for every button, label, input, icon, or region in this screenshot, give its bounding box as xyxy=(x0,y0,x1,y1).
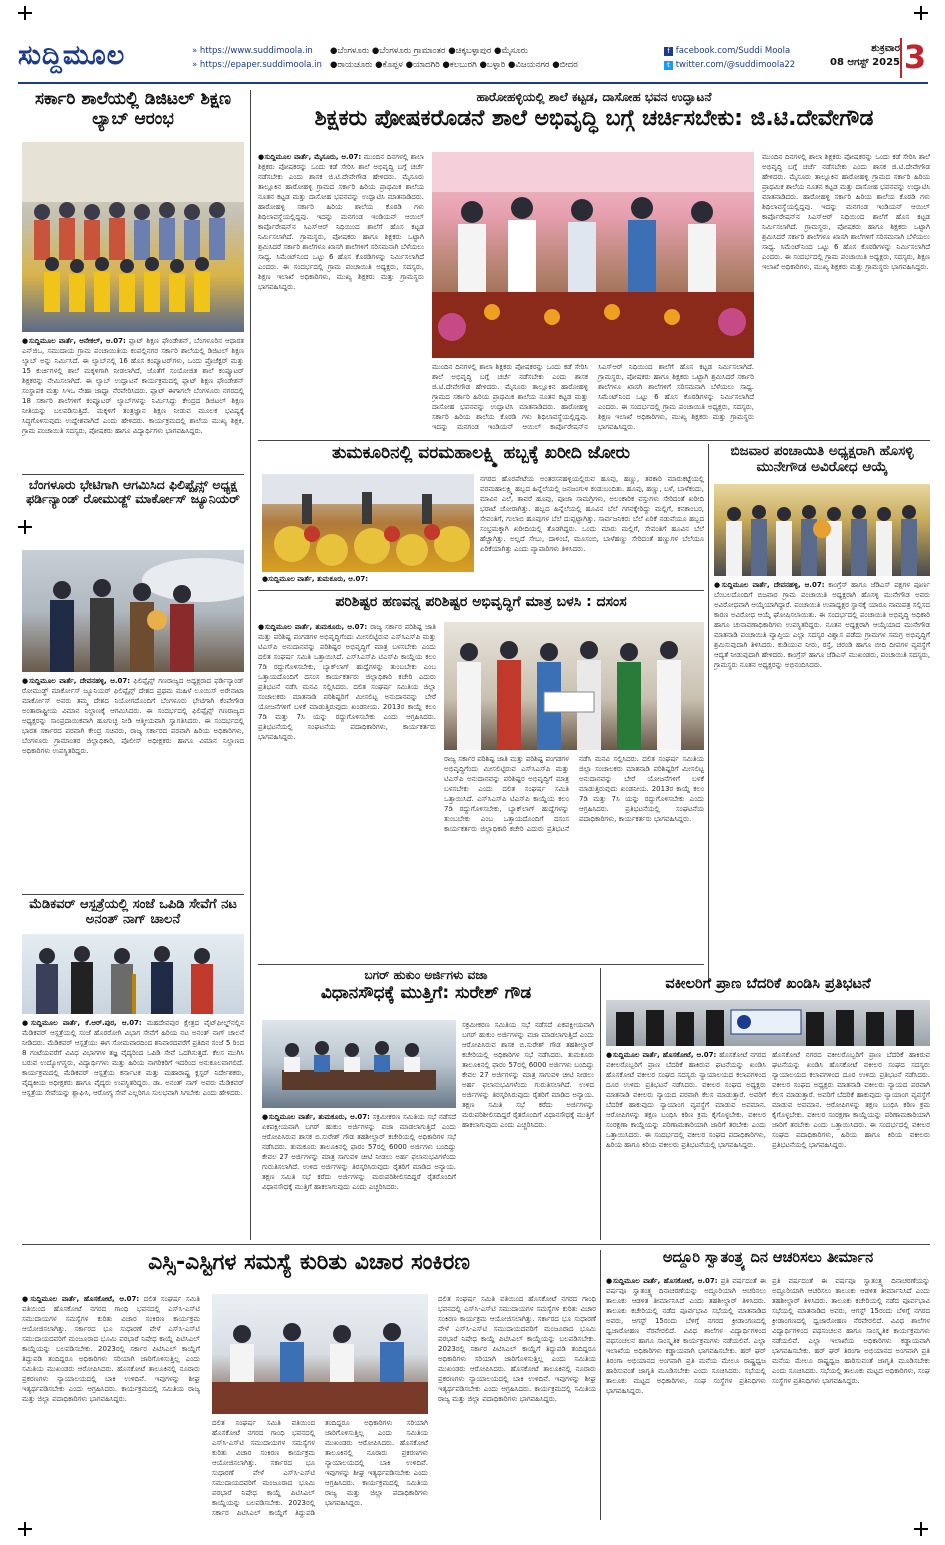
column-rule xyxy=(250,90,251,1240)
article-school-development xyxy=(258,90,930,436)
body-text: ಪ್ಲಾಟ್ ಶಿಕ್ಷಣ ಫೌಂಡೇಶನ್, ಬೆಂಗಳೂರಿನ ಆಧಾರತ ಎನ್‌ಜಿಒ, ಸಮುದಾಯ ಗ್ರಾಮ ಪಂಚಾಯಿತಿಯ ಕಂಪಲ್ಲಿನಗರ ಸರ್ಕಾರಿ ಶಾಲೆಯಲ್ಲಿ ಡಿಜಿಟಲ್ ಶಿಕ್ಷಣ ಲ್ಯಾಬ್ ಅನ್ನು ನಿರ್ಮಿಸಿದೆ. ಈ ಲ್ಯಾಬ್‌ನಲ್ಲಿ 16 ಹೊಸ ಕಂಪ್ಯೂಟರ್‌ಗಳು, ಒಂದು ಪ್ರೊಜೆಕ್ಟರ್ ಮತ್ತು 15 ಕುರ್ಚಿಗಳಲ್ಲಿ ಶಾಲೆ ಮಕ್ಕಳಿಗಾಗಿ ನೀಡಲಾಗಿದೆ, ಜೊತೆಗೆ ಸಂಯೋಜಿತ ಶಾಲೆ ಕಂಪ್ಯೂಟರ್ ಶಿಕ್ಷಕರನ್ನು ನೇಮಿಸಲಾಗಿದೆ. ಈ ಲ್ಯಾಬ್ ಉದ್ಘಾಟನೆ ಕಾರ್ಯಕ್ರಮದಲ್ಲಿ ಪ್ಲಾಟ್ ಶಿಕ್ಷಣ ಫೌಂಡೇಶನ್ ಸಂಸ್ಥಾಪಕ ಮತ್ತು ಸಿಇಒ ನೇಹಾ ಜಾಧ್ವಾ ನೆರವೇರಿಸಿದರು. ಪ್ಲಾಟ್ ಈಗಾಗಲೇ ಬೆಂಗಳೂರು ನಗರದಲ್ಲಿ 18 ಸರ್ಕಾರಿ ಶಾಲೆಗಳಿಗೆ ಕಂಪ್ಯೂಟರ್ ಲ್ಯಾಬ್‌ಗಳನ್ನು ನಿರ್ಮಿಸಿದ್ದು ಕೇಂದ್ರದ ಡಿಜಿಟಲ್ ಶಿಕ್ಷಣ ನೀತಿಯನ್ನು ಬಲಪಡಿಸುತ್ತಿದೆ. ಮಕ್ಕಳಿಗೆ ತಂತ್ರಜ್ಞಾನ ಶಿಕ್ಷಣ ನೀಡುವ ಮೂಲಕ ಭವಿಷ್ಯಕ್ಕೆ ಸಿದ್ಧಗೊಳಿಸುವುದು ಉದ್ದೇಶವಾಗಿದೆ ಎಂದು ಹೇಳಿದರು. ಕಾರ್ಯಕ್ರಮದಲ್ಲಿ ಶಾಲೆಯ ಮುಖ್ಯ ಶಿಕ್ಷಕಿ, ಗ್ರಾಮ ಪಂಚಾಯಿತಿ ಸದಸ್ಯರು, ಪೋಷಕರು ಹಾಗೂ ವಿದ್ಯಾರ್ಥಿಗಳು ಭಾಗವಹಿಸಿದ್ದರು. xyxy=(22,337,244,435)
headline[interactable]: ಶಿಕ್ಷಕರು ಪೋಷಕರೊಡನೆ ಶಾಲೆ ಅಭಿವೃದ್ಧಿ ಬಗ್ಗೆ ಚರ್ಚಿಸಬೇಕು: ಜಿ.ಟಿ.ದೇವೇಗೌಡ xyxy=(314,106,874,131)
byline: ●ಸುದ್ದಿಮೂಲ ವಾರ್ತೆ, ಹೊಸಕೋಟೆ, ಆ.07: xyxy=(606,1051,717,1059)
headline[interactable]: ಅದ್ದೂರಿ ಸ್ವಾತಂತ್ರ್ಯ ದಿನ ಆಚರಿಸಲು ತೀರ್ಮಾನ xyxy=(662,1250,874,1266)
masthead xyxy=(0,0,945,86)
divider xyxy=(258,590,704,591)
kicker: ಬಗರ್ ಹುಕುಂ ಅರ್ಜಿಗಳು ವಜಾ xyxy=(364,968,488,982)
article-body xyxy=(22,336,244,470)
body-text: ದಲಿತ ಸಂಘರ್ಷ ಸಮಿತಿ ವತಿಯಿಂದ ಹೊಸಕೋಟೆ ನಗರದ ಗಾಂಧಿ ಭವನದಲ್ಲಿ ಎಸ್‌ಸಿ-ಎಸ್‌ಟಿ ಸಮುದಾಯಗಳ ಸಮಸ್ಯೆಗಳ ಕುರಿತು ವಿಚಾರ ಸಂಕಿರಣ ಕಾರ್ಯಕ್ರಮ ಆಯೋಜಿಸಲಾಗಿತ್ತು. ಸರ್ಕಾರದ ಭೂ ಸುಧಾರಣೆ ವೇಳೆ ಎಸ್‌ಸಿ-ಎಸ್‌ಟಿ ಸಮುದಾಯದವರಿಗೆ ಮಂಜೂರಾದ ಭೂಮಿ ಪರಭಾರೆ ನಿಷೇಧ ಕಾಯ್ದೆ ಪಿಟಿಸಿಎಲ್ ಕಾಯ್ದೆಯನ್ನು ಬಲಪಡಿಸಬೇಕು. 2023ರಲ್ಲಿ ಸರ್ಕಾರ ಪಿಟಿಸಿಎಲ್ ಕಾಯ್ದೆಗೆ ತಿದ್ದುಪಡಿ ತಂದಿದ್ದರೂ ಅಧಿಕಾರಿಗಳು ಸರಿಯಾಗಿ ಜಾರಿಗೊಳಿಸುತ್ತಿಲ್ಲ ಎಂದು ಸಮಿತಿಯ ಮುಖಂಡರು ಆರೋಪಿಸಿದರು. ಹೊಸಕೋಟೆ ತಾಲೂಕಿನಲ್ಲಿ ನೂರಾರು ಪ್ರಕರಣಗಳು ನ್ಯಾಯಾಲಯದಲ್ಲಿ ಬಾಕಿ ಉಳಿದಿವೆ. ಇವುಗಳನ್ನು ಶೀಘ್ರ ಇತ್ಯರ್ಥಪಡಿಸಬೇಕು ಎಂದು ಆಗ್ರಹಿಸಿದರು. ಕಾರ್ಯಕ್ರಮದಲ್ಲಿ ಸಮಿತಿಯ ರಾಜ್ಯ ಮತ್ತು ಜಿಲ್ಲಾ ಪದಾಧಿಕಾರಿಗಳು ಭಾಗವಹಿಸಿದ್ದರು. xyxy=(438,1295,596,1403)
lawyers-protest-photo xyxy=(606,1000,930,1046)
article-philippines-president xyxy=(22,478,244,890)
body-text: ಹೊಸಕೋಟೆ ನಗರದ ವಕೀಲರೊಬ್ಬರಿಗೆ ಪ್ರಾಣ ಬೆದರಿಕೆ ಹಾಕಿರುವ ಘಟನೆಯನ್ನು ಖಂಡಿಸಿ ಹೊಸಕೋಟೆ ವಕೀಲರ ಸಂಘದ ಸದಸ್ಯರು ನ್ಯಾಯಾಲಯದ ಕಲಾಪಗಳಿಂದ ದೂರ ಉಳಿದು ಪ್ರತಿಭಟನೆ ನಡೆಸಿದರು. ವಕೀಲರ ಸಂಘದ ಅಧ್ಯಕ್ಷರು ಮಾತನಾಡಿ ವಕೀಲರು ನ್ಯಾಯದ ಪರವಾಗಿ ಕೆಲಸ ಮಾಡುತ್ತಾರೆ. ಅವರಿಗೆ ಬೆದರಿಕೆ ಹಾಕುವುದು ನ್ಯಾಯಾಂಗ ವ್ಯವಸ್ಥೆಗೆ ಮಾಡುವ ಅವಮಾನ. ಆರೋಪಿಗಳನ್ನು ತಕ್ಷಣ ಬಂಧಿಸಿ ಕಠಿಣ ಕ್ರಮ ಕೈಗೊಳ್ಳಬೇಕು. ವಕೀಲರ ಸಂರಕ್ಷಣಾ ಕಾಯ್ದೆಯನ್ನು ಪರಿಣಾಮಕಾರಿಯಾಗಿ ಜಾರಿಗೆ ತರಬೇಕು ಎಂದು ಒತ್ತಾಯಿಸಿದರು. ಈ ಸಂದರ್ಭದಲ್ಲಿ ವಕೀಲರ ಸಂಘದ ಪದಾಧಿಕಾರಿಗಳು, ಹಿರಿಯ ಹಾಗೂ ಕಿರಿಯ ವಕೀಲರು ಪ್ರತಿಭಟನೆಯಲ್ಲಿ ಭಾಗವಹಿಸಿದ್ದರು. xyxy=(772,1051,930,1149)
body-text: ಮುಂದಿನ ದಿನಗಳಲ್ಲಿ ಶಾಲಾ ಶಿಕ್ಷಕರು ಪೋಷಕರನ್ನು ಒಂದು ಕಡೆ ಸೇರಿಸಿ ಶಾಲೆ ಅಭಿವೃದ್ಧಿ ಬಗ್ಗೆ ಚರ್ಚೆ ನಡೆಸಬೇಕು ಎಂದು ಶಾಸಕ ಜಿ.ಟಿ.ದೇವೇಗೌಡ ಹೇಳಿದರು. ಮೈಸೂರು ತಾಲ್ಲೂಕಿನ ಹಾರೋಹಳ್ಳಿ ಗ್ರಾಮದ ಸರ್ಕಾರಿ ಹಿರಿಯ ಪ್ರಾಥಮಿಕ ಶಾಲೆಯ ನೂತನ ಕಟ್ಟಡ ಮತ್ತು ದಾಸೋಹ ಭವನವನ್ನು ಉದ್ಘಾಟಿಸಿ ಮಾತನಾಡಿದರು. ಹಾರೋಹಳ್ಳಿ ಸರ್ಕಾರಿ ಹಿರಿಯ ಶಾಲೆಯ ಕೊಠಡಿ ಗಳು ಶಿಥಿಲಾವಸ್ಥೆಯಲ್ಲಿದ್ದವು. ಇದನ್ನು ಮನಗಂಡ ಇಂಡಿಯನ್ ಆಯಿಲ್ ಕಾರ್ಪೊರೇಷನ್‌ನ ಸಿಎಸ್‌ಆರ್ ನಿಧಿಯಿಂದ ಶಾಲೆಗೆ ಹೊಸ ಕಟ್ಟಡ ನಿರ್ಮಿಸಲಾಗಿದೆ. ಗ್ರಾಮಸ್ಥರು, ಪೋಷಕರು ಹಾಗೂ ಶಿಕ್ಷಕರು ಒಟ್ಟಾಗಿ ಶ್ರಮಿಸಿದರೆ ಸರ್ಕಾರಿ ಶಾಲೆಗಳೂ ಖಾಸಗಿ ಶಾಲೆಗಳಿಗೆ ಸರಿಸಮನಾಗಿ ಬೆಳೆಯಲು ಸಾಧ್ಯ. ಸಿಮೆಂಟ್‌ನಿಂದ ಒಟ್ಟು 6 ಹೊಸ ಕೊಠಡಿಗಳನ್ನು ನಿರ್ಮಿಸಲಾಗಿದೆ ಎಂದರು. ಈ ಸಂದರ್ಭದಲ್ಲಿ ಗ್ರಾಮ ಪಂಚಾಯಿತಿ ಅಧ್ಯಕ್ಷರು, ಸದಸ್ಯರು, ಶಿಕ್ಷಣ ಇಲಾಖೆ ಅಧಿಕಾರಿಗಳು, ಮುಖ್ಯ ಶಿಕ್ಷಕರು ಮತ್ತು ಗ್ರಾಮಸ್ಥರು ಭಾಗವಹಿಸಿದ್ದರು. xyxy=(762,153,930,271)
body-text: ರಾಜ್ಯ ಸರ್ಕಾರ ಪರಿಶಿಷ್ಟ ಜಾತಿ ಮತ್ತು ಪರಿಶಿಷ್ಟ ಪಂಗಡಗಳ ಅಭಿವೃದ್ಧಿಗೆಂದು ಮೀಸಲಿಟ್ಟಿರುವ ಎಸ್‌ಸಿಎಸ್‌ಪಿ ಮತ್ತು ಟಿಎಸ್‌ಪಿ ಅನುದಾನವನ್ನು ಪರಿಶಿಷ್ಟರ ಅಭಿವೃದ್ಧಿಗೆ ಮಾತ್ರ ಬಳಸಬೇಕು ಎಂದು ದಲಿತ ಸಂಘರ್ಷ ಸಮಿತಿ ಒತ್ತಾಯಿಸಿದೆ. ಎಸ್‌ಸಿಎಸ್‌ಪಿ ಟಿಎಸ್‌ಪಿ ಕಾಯ್ದೆಯ ಕಲಂ 7ಡಿ ರದ್ದುಗೊಳಿಸಬೇಕು, ಬ್ಯಾಕ್‌ಲಾಗ್ ಹುದ್ದೆಗಳನ್ನು ತುಂಬಬೇಕು ಎಂಬ ಒತ್ತಾಯದೊಂದಿಗೆ ದಸಂಸ ಕಾರ್ಯಕರ್ತರು ಜಿಲ್ಲಾಧಿಕಾರಿ ಕಚೇರಿ ಎದುರು ಪ್ರತಿಭಟನೆ ನಡೆಸಿ ಮನವಿ ಸಲ್ಲಿಸಿದರು. ದಲಿತ ಸಂಘರ್ಷ ಸಮಿತಿಯ ಜಿಲ್ಲಾ ಸಂಚಾಲಕರು ಮಾತನಾಡಿ ಪರಿಶಿಷ್ಟರಿಗೆ ಮೀಸಲಿಟ್ಟ ಅನುದಾನವನ್ನು ಬೇರೆ ಯೋಜನೆಗಳಿಗೆ ಬಳಕೆ ಮಾಡುತ್ತಿರುವುದು ಖಂಡನೀಯ. 2013ರ ಕಾಯ್ದೆ ಕಲಂ 7ಡಿ ಮತ್ತು 7ಸಿ ಯನ್ನು ರದ್ದುಗೊಳಿಸಬೇಕು ಎಂದು ಆಗ್ರಹಿಸಿದರು. ಪ್ರತಿಭಟನೆಯಲ್ಲಿ ಸಂಘಟನೆಯ ಪದಾಧಿಕಾರಿಗಳು, ಕಾರ್ಯಕರ್ತರು ಭಾಗವಹಿಸಿದ್ದರು. xyxy=(444,755,704,833)
headline[interactable]: ಬೆಂಗಳೂರು ಭೇಟಿಗಾಗಿ ಆಗಮಿಸಿದ ಫಿಲಿಪ್ಪೈನ್ಸ್ ಅಧ್ಯಕ್ಷ ಫರ್ಡಿನ್ಯಾಂಡ್ ರೋಮುಡ್ಜ್ ಮಾರ್ಕೋಸ್ ಜ್ಯೂನಿಯರ್ xyxy=(26,477,240,507)
byline: ●ಸುದ್ದಿಮೂಲ ವಾರ್ತೆ, ಹೊಸಕೋಟೆ, ಆ.07: xyxy=(606,1277,718,1285)
article-body xyxy=(258,152,424,436)
headline[interactable]: ವಕೀಲರಿಗೆ ಪ್ರಾಣ ಬೆದರಿಕೆ ಖಂಡಿಸಿ ಪ್ರತಿಭಟನೆ xyxy=(665,976,871,992)
article-body-cont xyxy=(438,1294,596,1520)
body-text: ರಾಜ್ಯ ಸರ್ಕಾರ ಪರಿಶಿಷ್ಟ ಜಾತಿ ಮತ್ತು ಪರಿಶಿಷ್ಟ ಪಂಗಡಗಳ ಅಭಿವೃದ್ಧಿಗೆಂದು ಮೀಸಲಿಟ್ಟಿರುವ ಎಸ್‌ಸಿಎಸ್‌ಪಿ ಮತ್ತು ಟಿಎಸ್‌ಪಿ ಅನುದಾನವನ್ನು ಪರಿಶಿಷ್ಟರ ಅಭಿವೃದ್ಧಿಗೆ ಮಾತ್ರ ಬಳಸಬೇಕು ಎಂದು ದಲಿತ ಸಂಘರ್ಷ ಸಮಿತಿ ಒತ್ತಾಯಿಸಿದೆ. ಎಸ್‌ಸಿಎಸ್‌ಪಿ ಟಿಎಸ್‌ಪಿ ಕಾಯ್ದೆಯ ಕಲಂ 7ಡಿ ರದ್ದುಗೊಳಿಸಬೇಕು, ಬ್ಯಾಕ್‌ಲಾಗ್ ಹುದ್ದೆಗಳನ್ನು ತುಂಬಬೇಕು ಎಂಬ ಒತ್ತಾಯದೊಂದಿಗೆ ದಸಂಸ ಕಾರ್ಯಕರ್ತರು ಜಿಲ್ಲಾಧಿಕಾರಿ ಕಚೇರಿ ಎದುರು ಪ್ರತಿಭಟನೆ ನಡೆಸಿ ಮನವಿ ಸಲ್ಲಿಸಿದರು. ದಲಿತ ಸಂಘರ್ಷ ಸಮಿತಿಯ ಜಿಲ್ಲಾ ಸಂಚಾಲಕರು ಮಾತನಾಡಿ ಪರಿಶಿಷ್ಟರಿಗೆ ಮೀಸಲಿಟ್ಟ ಅನುದಾನವನ್ನು ಬೇರೆ ಯೋಜನೆಗಳಿಗೆ ಬಳಕೆ ಮಾಡುತ್ತಿರುವುದು ಖಂಡನೀಯ. 2013ರ ಕಾಯ್ದೆ ಕಲಂ 7ಡಿ ಮತ್ತು 7ಸಿ ಯನ್ನು ರದ್ದುಗೊಳಿಸಬೇಕು ಎಂದು ಆಗ್ರಹಿಸಿದರು. ಪ್ರತಿಭಟನೆಯಲ್ಲಿ ಸಂಘಟನೆಯ ಪದಾಧಿಕಾರಿಗಳು, ಕಾರ್ಯಕರ್ತರು ಭಾಗವಹಿಸಿದ್ದರು. xyxy=(258,623,436,741)
body-text: ಫಿಲಿಪ್ಪೈನ್ಸ್ ಗಣರಾಜ್ಯದ ಅಧ್ಯಕ್ಷರಾದ ಫರ್ಡಿನ್ಯಾಂಡ್ ರೋಮುಡ್ಜ್ ಮಾರ್ಕೋಸ್ ಜ್ಯೂನಿಯರ್ ಫಿಲಿಪ್ಪೈನ್ಸ್ ದೇಶದ ಪ್ರಥಮ ಮಹಿಳೆ ಲೂಯಿಸ್ ಅರೇನಾಟಾ ಮಾರ್ಕೋಸ್ ಅವರು ತಮ್ಮ ದೇಶದ ನಿಯೋಗದೊಂದಿಗೆ ಬೆಂಗಳೂರು ಭೇಟಿಗಾಗಿ ಕೆಂಪೇಗೌಡ ಅಂತಾರಾಷ್ಟ್ರೀಯ ವಿಮಾನ ನಿಲ್ದಾಣಕ್ಕೆ ಆಗಮಿಸಿದರು. ಈ ಸಂದರ್ಭದಲ್ಲಿ ಫಿಲಿಪ್ಪೈನ್ಸ್ ಗಣರಾಜ್ಯದ ಅಧ್ಯಕ್ಷರನ್ನು ಸಾಂಪ್ರದಾಯಿಕವಾಗಿ ಹೂಗುಚ್ಛ ನೀಡಿ ಆತ್ಮೀಯವಾಗಿ ಸ್ವಾಗತಿಸಿದರು. ಈ ಸಂದರ್ಭದಲ್ಲಿ ಭಾರತ ಸರ್ಕಾರದ ಪರವಾಗಿ ಕೇಂದ್ರ ಸಚಿವರು, ರಾಜ್ಯ ಸರ್ಕಾರದ ಪರವಾಗಿ ಹಿರಿಯ ಅಧಿಕಾರಿಗಳು, ಬೆಂಗಳೂರು ಗ್ರಾಮಾಂತರ ಜಿಲ್ಲಾಧಿಕಾರಿ, ಪೊಲೀಸ್ ಅಧೀಕ್ಷಕರು ಹಾಗೂ ವಿಮಾನ ನಿಲ್ದಾಣದ ಅಧಿಕಾರಿಗಳು ಉಪಸ್ಥಿತರಿದ್ದರು. xyxy=(22,677,244,755)
divider xyxy=(22,1244,930,1245)
article-scst-seminar xyxy=(22,1250,596,1520)
photo-illustration xyxy=(714,484,930,576)
divider xyxy=(22,894,244,895)
photo-illustration xyxy=(22,142,244,332)
flower-market-photo xyxy=(262,474,474,572)
epaper-link[interactable]: » https://epaper.suddimoola.in xyxy=(192,60,322,70)
article-body xyxy=(462,1020,594,1240)
article-body-cont xyxy=(444,754,704,960)
registration-mark xyxy=(914,1522,928,1536)
kicker: ಹಾರೋಹಳ್ಳಿಯಲ್ಲಿ ಶಾಲೆ ಕಟ್ಟಡ, ದಾಸೋಹ ಭವನ ಉದ್ಘಾಟನೆ xyxy=(476,90,712,104)
headline[interactable]: ಬಿಜವಾರ ಪಂಚಾಯಿತಿ ಅಧ್ಯಕ್ಷರಾಗಿ ಹೊಸಳ್ಳಿ ಮುನೇಗೌಡ ಅವಿರೋಧ ಆಯ್ಕೆ xyxy=(730,443,914,475)
date: 08 ಆಗಸ್ಟ್ 2025 xyxy=(830,57,900,68)
article-body xyxy=(714,580,930,984)
body-text: ಮುಂದಿನ ದಿನಗಳಲ್ಲಿ ಶಾಲಾ ಶಿಕ್ಷಕರು ಪೋಷಕರನ್ನು ಒಂದು ಕಡೆ ಸೇರಿಸಿ ಶಾಲೆ ಅಭಿವೃದ್ಧಿ ಬಗ್ಗೆ ಚರ್ಚೆ ನಡೆಸಬೇಕು ಎಂದು ಶಾಸಕ ಜಿ.ಟಿ.ದೇವೇಗೌಡ ಹೇಳಿದರು. ಮೈಸೂರು ತಾಲ್ಲೂಕಿನ ಹಾರೋಹಳ್ಳಿ ಗ್ರಾಮದ ಸರ್ಕಾರಿ ಹಿರಿಯ ಪ್ರಾಥಮಿಕ ಶಾಲೆಯ ನೂತನ ಕಟ್ಟಡ ಮತ್ತು ದಾಸೋಹ ಭವನವನ್ನು ಉದ್ಘಾಟಿಸಿ ಮಾತನಾಡಿದರು. ಹಾರೋಹಳ್ಳಿ ಸರ್ಕಾರಿ ಹಿರಿಯ ಶಾಲೆಯ ಕೊಠಡಿ ಗಳು ಶಿಥಿಲಾವಸ್ಥೆಯಲ್ಲಿದ್ದವು. ಇದನ್ನು ಮನಗಂಡ ಇಂಡಿಯನ್ ಆಯಿಲ್ ಕಾರ್ಪೊರೇಷನ್‌ನ ಸಿಎಸ್‌ಆರ್ ನಿಧಿಯಿಂದ ಶಾಲೆಗೆ ಹೊಸ ಕಟ್ಟಡ ನಿರ್ಮಿಸಲಾಗಿದೆ. ಗ್ರಾಮಸ್ಥರು, ಪೋಷಕರು ಹಾಗೂ ಶಿಕ್ಷಕರು ಒಟ್ಟಾಗಿ ಶ್ರಮಿಸಿದರೆ ಸರ್ಕಾರಿ ಶಾಲೆಗಳೂ ಖಾಸಗಿ ಶಾಲೆಗಳಿಗೆ ಸರಿಸಮನಾಗಿ ಬೆಳೆಯಲು ಸಾಧ್ಯ. ಸಿಮೆಂಟ್‌ನಿಂದ ಒಟ್ಟು 6 ಹೊಸ ಕೊಠಡಿಗಳನ್ನು ನಿರ್ಮಿಸಲಾಗಿದೆ ಎಂದರು. ಈ ಸಂದರ್ಭದಲ್ಲಿ ಗ್ರಾಮ ಪಂಚಾಯಿತಿ ಅಧ್ಯಕ್ಷರು, ಸದಸ್ಯರು, ಶಿಕ್ಷಣ ಇಲಾಖೆ ಅಧಿಕಾರಿಗಳು, ಮುಖ್ಯ ಶಿಕ್ಷಕರು ಮತ್ತು ಗ್ರಾಮಸ್ಥರು ಭಾಗವಹಿಸಿದ್ದರು. xyxy=(432,363,754,431)
issue-date xyxy=(828,42,900,70)
twitter-icon: t xyxy=(664,61,673,70)
page-number: 3 xyxy=(900,38,928,78)
divider xyxy=(258,964,704,965)
article-bagar-hukum xyxy=(258,968,594,1240)
photo-illustration xyxy=(606,1000,930,1046)
edition-cities xyxy=(330,44,670,72)
article-byline-row xyxy=(262,574,474,586)
twitter-link[interactable]: t twitter.com/@suddimoola22 xyxy=(664,58,864,72)
divider xyxy=(22,474,244,475)
body-text: ಹೊಸಕೋಟೆ ನಗರದ ವಕೀಲರೊಬ್ಬರಿಗೆ ಪ್ರಾಣ ಬೆದರಿಕೆ ಹಾಕಿರುವ ಘಟನೆಯನ್ನು ಖಂಡಿಸಿ ಹೊಸಕೋಟೆ ವಕೀಲರ ಸಂಘದ ಸದಸ್ಯರು ನ್ಯಾಯಾಲಯದ ಕಲಾಪಗಳಿಂದ ದೂರ ಉಳಿದು ಪ್ರತಿಭಟನೆ ನಡೆಸಿದರು. ವಕೀಲರ ಸಂಘದ ಅಧ್ಯಕ್ಷರು ಮಾತನಾಡಿ ವಕೀಲರು ನ್ಯಾಯದ ಪರವಾಗಿ ಕೆಲಸ ಮಾಡುತ್ತಾರೆ. ಅವರಿಗೆ ಬೆದರಿಕೆ ಹಾಕುವುದು ನ್ಯಾಯಾಂಗ ವ್ಯವಸ್ಥೆಗೆ ಮಾಡುವ ಅವಮಾನ. ಆರೋಪಿಗಳನ್ನು ತಕ್ಷಣ ಬಂಧಿಸಿ ಕಠಿಣ ಕ್ರಮ ಕೈಗೊಳ್ಳಬೇಕು. ವಕೀಲರ ಸಂರಕ್ಷಣಾ ಕಾಯ್ದೆಯನ್ನು ಪರಿಣಾಮಕಾರಿಯಾಗಿ ಜಾರಿಗೆ ತರಬೇಕು ಎಂದು ಒತ್ತಾಯಿಸಿದರು. ಈ ಸಂದರ್ಭದಲ್ಲಿ ವಕೀಲರ ಸಂಘದ ಪದಾಧಿಕಾರಿಗಳು, ಹಿರಿಯ ಹಾಗೂ ಕಿರಿಯ ವಕೀಲರು ಪ್ರತಿಭಟನೆಯಲ್ಲಿ ಭಾಗವಹಿಸಿದ್ದರು. xyxy=(606,1051,766,1149)
body-text: ದಲಿತ ಸಂಘರ್ಷ ಸಮಿತಿ ವತಿಯಿಂದ ಹೊಸಕೋಟೆ ನಗರದ ಗಾಂಧಿ ಭವನದಲ್ಲಿ ಎಸ್‌ಸಿ-ಎಸ್‌ಟಿ ಸಮುದಾಯಗಳ ಸಮಸ್ಯೆಗಳ ಕುರಿತು ವಿಚಾರ ಸಂಕಿರಣ ಕಾರ್ಯಕ್ರಮ ಆಯೋಜಿಸಲಾಗಿತ್ತು. ಸರ್ಕಾರದ ಭೂ ಸುಧಾರಣೆ ವೇಳೆ ಎಸ್‌ಸಿ-ಎಸ್‌ಟಿ ಸಮುದಾಯದವರಿಗೆ ಮಂಜೂರಾದ ಭೂಮಿ ಪರಭಾರೆ ನಿಷೇಧ ಕಾಯ್ದೆ ಪಿಟಿಸಿಎಲ್ ಕಾಯ್ದೆಯನ್ನು ಬಲಪಡಿಸಬೇಕು. 2023ರಲ್ಲಿ ಸರ್ಕಾರ ಪಿಟಿಸಿಎಲ್ ಕಾಯ್ದೆಗೆ ತಿದ್ದುಪಡಿ ತಂದಿದ್ದರೂ ಅಧಿಕಾರಿಗಳು ಸರಿಯಾಗಿ ಜಾರಿಗೊಳಿಸುತ್ತಿಲ್ಲ ಎಂದು ಸಮಿತಿಯ ಮುಖಂಡರು ಆರೋಪಿಸಿದರು. ಹೊಸಕೋಟೆ ತಾಲೂಕಿನಲ್ಲಿ ನೂರಾರು ಪ್ರಕರಣಗಳು ನ್ಯಾಯಾಲಯದಲ್ಲಿ ಬಾಕಿ ಉಳಿದಿವೆ. ಇವುಗಳನ್ನು ಶೀಘ್ರ ಇತ್ಯರ್ಥಪಡಿಸಬೇಕು ಎಂದು ಆಗ್ರಹಿಸಿದರು. ಕಾರ್ಯಕ್ರಮದಲ್ಲಿ ಸಮಿತಿಯ ರಾಜ್ಯ ಮತ್ತು ಜಿಲ್ಲಾ ಪದಾಧಿಕಾರಿಗಳು ಭಾಗವಹಿಸಿದ್ದರು. xyxy=(22,1295,200,1403)
byline: ●ಸುದ್ದಿಮೂಲ ವಾರ್ತೆ, ಆನೇಕಲ್, ಆ.07: xyxy=(22,337,126,345)
facebook-icon: f xyxy=(664,47,673,56)
article-panchayat-president xyxy=(714,444,930,984)
headline[interactable]: ಎಸ್ಸಿ-ಎಸ್ಟಿಗಳ ಸಮಸ್ಯೆ ಕುರಿತು ವಿಚಾರ ಸಂಕಿರಣ xyxy=(148,1250,470,1275)
website-link[interactable]: » https://www.suddimoola.in xyxy=(192,46,313,56)
article-body xyxy=(258,622,436,960)
article-body xyxy=(22,676,244,890)
officials-meeting-photo xyxy=(262,1020,456,1108)
facebook-link[interactable]: f facebook.com/Suddi Moola xyxy=(664,44,864,58)
byline: ●ಸುದ್ದಿಮೂಲ ವಾರ್ತೆ, ಕೆ.ಆರ್.ಪುರ, ಆ.07: xyxy=(22,1019,142,1027)
body-text: ನಗರದ ಹೊರಪೇಟೆಯ ಅಂತರಸನಹಳ್ಳಿಯಲ್ಲಿರುವ ಹೂವು, ಹಣ್ಣು, ತರಕಾರಿ ಮಾರುಕಟ್ಟೆಯಲ್ಲಿ ವರಮಹಾಲಕ್ಷ್ಮಿ ಹಬ್ಬದ ಹಿನ್ನೆಲೆಯಲ್ಲಿ ಜನಜಂಗುಳಿ ಕಂಡುಬಂದಿತು. ಹೂವು, ಹಣ್ಣು, ಬಳೆ, ಬಾಳೆಕಂದು, ಮಾವಿನ ಎಲೆ, ತಾವರೆ ಹೂವು, ಪೂಜಾ ಸಾಮಗ್ರಿಗಳು, ಅಲಂಕಾರಿಕ ವಸ್ತುಗಳು ಸೇರಿದಂತೆ ಖರೀದಿ ಭರಾಟೆ ಜೋರಾಗಿತ್ತು. ಹಬ್ಬದ ಹಿನ್ನೆಲೆಯಲ್ಲಿ ಹೂವಿನ ಬೆಲೆ ಗಗನಕ್ಕೇರಿದ್ದು ಮಲ್ಲಿಗೆ, ಕನಕಾಂಬರ, ಸೇವಂತಿಗೆ, ಗುಲಾಬಿ ಹೂವುಗಳ ಬೆಲೆ ದುಪ್ಪಟ್ಟಾಗಿತ್ತು. ಸಾರ್ವಜನಿಕರು ಬೆಲೆ ಏರಿಕೆ ನಡುವೆಯೂ ಹಬ್ಬದ ಸಂಭ್ರಮಕ್ಕಾಗಿ ಖರೀದಿಯಲ್ಲಿ ತೊಡಗಿದ್ದರು. ಒಂದು ಮಾರು ಮಲ್ಲಿಗೆ, ಸೇವಂತಿಗೆ ಹೂವಿನ ಬೆಲೆ ಹೆಚ್ಚಾಗಿತ್ತು. ಅಲ್ಲದೆ ಸೇಬು, ದಾಳಿಂಬೆ, ಮೂಸಂಬಿ, ಬಾಳೆಹಣ್ಣು ಸೇರಿದಂತೆ ಹಣ್ಣುಗಳ ಬೆಲೆಯೂ ಏರಿಕೆಯಾಗಿತ್ತು ಎಂದು ವ್ಯಾಪಾರಿಗಳು ತಿಳಿಸಿದರು. xyxy=(480,475,704,553)
registration-mark xyxy=(18,6,32,20)
article-body xyxy=(606,1276,766,1520)
byline: ●ಸುದ್ದಿಮೂಲ ವಾರ್ತೆ, ತುಮಕೂರು, ಆ.07: xyxy=(262,1113,370,1121)
photo-illustration xyxy=(262,1020,456,1108)
column-rule xyxy=(708,444,709,984)
byline: ●ಸುದ್ದಿಮೂಲ ವಾರ್ತೆ, ತುಮಕೂರು, ಆ.07: xyxy=(258,623,368,631)
registration-mark xyxy=(914,6,928,20)
article-body-cont xyxy=(262,1112,456,1240)
divider xyxy=(258,440,930,441)
article-dss-protest xyxy=(258,594,704,960)
article-body xyxy=(22,1018,244,1238)
photo-illustration xyxy=(212,1294,428,1414)
photo-illustration xyxy=(22,550,244,672)
cities-line-2: ●ರಾಯಚೂರು ●ಕೊಪ್ಪಳ ●ಯಾದಗಿರಿ ●ಕಲಬುರಗಿ ●ಬಳ್ಳಾರಿ ●ವಿಜಯನಗರ ●ಬೀದರ xyxy=(330,60,578,70)
body-text: ದಲಿತ ಸಂಘರ್ಷ ಸಮಿತಿ ವತಿಯಿಂದ ಹೊಸಕೋಟೆ ನಗರದ ಗಾಂಧಿ ಭವನದಲ್ಲಿ ಎಸ್‌ಸಿ-ಎಸ್‌ಟಿ ಸಮುದಾಯಗಳ ಸಮಸ್ಯೆಗಳ ಕುರಿತು ವಿಚಾರ ಸಂಕಿರಣ ಕಾರ್ಯಕ್ರಮ ಆಯೋಜಿಸಲಾಗಿತ್ತು. ಸರ್ಕಾರದ ಭೂ ಸುಧಾರಣೆ ವೇಳೆ ಎಸ್‌ಸಿ-ಎಸ್‌ಟಿ ಸಮುದಾಯದವರಿಗೆ ಮಂಜೂರಾದ ಭೂಮಿ ಪರಭಾರೆ ನಿಷೇಧ ಕಾಯ್ದೆ ಪಿಟಿಸಿಎಲ್ ಕಾಯ್ದೆಯನ್ನು ಬಲಪಡಿಸಬೇಕು. 2023ರಲ್ಲಿ ಸರ್ಕಾರ ಪಿಟಿಸಿಎಲ್ ಕಾಯ್ದೆಗೆ ತಿದ್ದುಪಡಿ ತಂದಿದ್ದರೂ ಅಧಿಕಾರಿಗಳು ಸರಿಯಾಗಿ ಜಾರಿಗೊಳಿಸುತ್ತಿಲ್ಲ ಎಂದು ಸಮಿತಿಯ ಮುಖಂಡರು ಆರೋಪಿಸಿದರು. ಹೊಸಕೋಟೆ ತಾಲೂಕಿನಲ್ಲಿ ನೂರಾರು ಪ್ರಕರಣಗಳು ನ್ಯಾಯಾಲಯದಲ್ಲಿ ಬಾಕಿ ಉಳಿದಿವೆ. ಇವುಗಳನ್ನು ಶೀಘ್ರ ಇತ್ಯರ್ಥಪಡಿಸಬೇಕು ಎಂದು ಆಗ್ರಹಿಸಿದರು. ಕಾರ್ಯಕ್ರಮದಲ್ಲಿ ಸಮಿತಿಯ ರಾಜ್ಯ ಮತ್ತು ಜಿಲ್ಲಾ ಪದಾಧಿಕಾರಿಗಳು ಭಾಗವಹಿಸಿದ್ದರು. xyxy=(212,1419,428,1517)
article-body xyxy=(606,1050,766,1240)
photo-illustration xyxy=(262,474,474,572)
byline: ●ಸುದ್ದಿಮೂಲ ವಾರ್ತೆ, ದೇವನಹಳ್ಳಿ, ಆ.07: xyxy=(714,581,825,589)
headline[interactable]: ಸರ್ಕಾರಿ ಶಾಲೆಯಲ್ಲಿ ಡಿಜಿಟಲ್ ಶಿಕ್ಷಣ ಲ್ಯಾಬ್ ಆರಂಭ xyxy=(34,89,232,129)
article-festival-shopping xyxy=(258,444,704,586)
body-text: ಮುಂದಿನ ದಿನಗಳಲ್ಲಿ ಶಾಲಾ ಶಿಕ್ಷಕರು ಪೋಷಕರನ್ನು ಒಂದು ಕಡೆ ಸೇರಿಸಿ ಶಾಲೆ ಅಭಿವೃದ್ಧಿ ಬಗ್ಗೆ ಚರ್ಚೆ ನಡೆಸಬೇಕು ಎಂದು ಶಾಸಕ ಜಿ.ಟಿ.ದೇವೇಗೌಡ ಹೇಳಿದರು. ಮೈಸೂರು ತಾಲ್ಲೂಕಿನ ಹಾರೋಹಳ್ಳಿ ಗ್ರಾಮದ ಸರ್ಕಾರಿ ಹಿರಿಯ ಪ್ರಾಥಮಿಕ ಶಾಲೆಯ ನೂತನ ಕಟ್ಟಡ ಮತ್ತು ದಾಸೋಹ ಭವನವನ್ನು ಉದ್ಘಾಟಿಸಿ ಮಾತನಾಡಿದರು. ಹಾರೋಹಳ್ಳಿ ಸರ್ಕಾರಿ ಹಿರಿಯ ಶಾಲೆಯ ಕೊಠಡಿ ಗಳು ಶಿಥಿಲಾವಸ್ಥೆಯಲ್ಲಿದ್ದವು. ಇದನ್ನು ಮನಗಂಡ ಇಂಡಿಯನ್ ಆಯಿಲ್ ಕಾರ್ಪೊರೇಷನ್‌ನ ಸಿಎಸ್‌ಆರ್ ನಿಧಿಯಿಂದ ಶಾಲೆಗೆ ಹೊಸ ಕಟ್ಟಡ ನಿರ್ಮಿಸಲಾಗಿದೆ. ಗ್ರಾಮಸ್ಥರು, ಪೋಷಕರು ಹಾಗೂ ಶಿಕ್ಷಕರು ಒಟ್ಟಾಗಿ ಶ್ರಮಿಸಿದರೆ ಸರ್ಕಾರಿ ಶಾಲೆಗಳೂ ಖಾಸಗಿ ಶಾಲೆಗಳಿಗೆ ಸರಿಸಮನಾಗಿ ಬೆಳೆಯಲು ಸಾಧ್ಯ. ಸಿಮೆಂಟ್‌ನಿಂದ ಒಟ್ಟು 6 ಹೊಸ ಕೊಠಡಿಗಳನ್ನು ನಿರ್ಮಿಸಲಾಗಿದೆ ಎಂದರು. ಈ ಸಂದರ್ಭದಲ್ಲಿ ಗ್ರಾಮ ಪಂಚಾಯಿತಿ ಅಧ್ಯಕ್ಷರು, ಸದಸ್ಯರು, ಶಿಕ್ಷಣ ಇಲಾಖೆ ಅಧಿಕಾರಿಗಳು, ಮುಖ್ಯ ಶಿಕ್ಷಕರು ಮತ್ತು ಗ್ರಾಮಸ್ಥರು ಭಾಗವಹಿಸಿದ್ದರು. xyxy=(258,153,424,291)
cities-line-1: ●ಬೆಂಗಳೂರು ●ಬೆಂಗಳೂರು ಗ್ರಾಮಾಂತರ ●ಚಿಕ್ಕಬಳ್ಳಾಪುರ ●ಮೈಸೂರು xyxy=(330,46,528,56)
article-medicover-opd xyxy=(22,898,244,1238)
lamp-lighting-photo xyxy=(22,934,244,1014)
protest-group-photo xyxy=(444,622,704,750)
photo-illustration xyxy=(432,152,754,358)
article-body xyxy=(480,474,704,586)
article-body xyxy=(22,1294,200,1520)
registration-mark xyxy=(18,1522,32,1536)
article-body-cont xyxy=(212,1418,428,1520)
article-digital-lab xyxy=(22,90,244,470)
photo-illustration xyxy=(22,934,244,1014)
article-independence-day xyxy=(606,1250,930,1520)
byline: ●ಸುದ್ದಿಮೂಲ ವಾರ್ತೆ, ಹೊಸಕೋಟೆ, ಆ.07: xyxy=(22,1295,140,1303)
body-text: ಪ್ರತಿ ವರ್ಷದಂತೆ ಈ ವರ್ಷವೂ ಸ್ವಾತಂತ್ರ್ಯ ದಿನಾಚರಣೆಯನ್ನು ಅದ್ದೂರಿಯಾಗಿ ಆಚರಿಸಲು ತಾಲೂಕು ಆಡಳಿತ ತೀರ್ಮಾನಿಸಿದೆ ಎಂದು ತಹಶೀಲ್ದಾರ್ ತಿಳಿಸಿದರು. ತಾಲೂಕು ಕಚೇರಿಯಲ್ಲಿ ನಡೆದ ಪೂರ್ವಭಾವಿ ಸಭೆಯಲ್ಲಿ ಮಾತನಾಡಿದ ಅವರು, ಆಗಸ್ಟ್ 15ರಂದು ಬೆಳಿಗ್ಗೆ ನಗರದ ಕ್ರೀಡಾಂಗಣದಲ್ಲಿ ಧ್ವಜಾರೋಹಣ ನೆರವೇರಲಿದೆ. ವಿವಿಧ ಶಾಲೆಗಳ ವಿದ್ಯಾರ್ಥಿಗಳಿಂದ ಪಥಸಂಚಲನ ಹಾಗೂ ಸಾಂಸ್ಕೃತಿಕ ಕಾರ್ಯಕ್ರಮಗಳು ನಡೆಯಲಿವೆ. ಎಲ್ಲಾ ಇಲಾಖೆಯ ಅಧಿಕಾರಿಗಳು ಕಡ್ಡಾಯವಾಗಿ ಭಾಗವಹಿಸಬೇಕು. ಹರ್ ಘರ್ ತಿರಂಗಾ ಅಭಿಯಾನದ ಅಂಗವಾಗಿ ಪ್ರತಿ ಮನೆಯ ಮೇಲೂ ರಾಷ್ಟ್ರಧ್ವಜ ಹಾರಿಸುವಂತೆ ಜಾಗೃತಿ ಮೂಡಿಸಬೇಕು ಎಂದು ಸೂಚಿಸಿದರು. ಸಭೆಯಲ್ಲಿ ತಾಲೂಕು ಮಟ್ಟದ ಅಧಿಕಾರಿಗಳು, ಸಂಘ ಸಂಸ್ಥೆಗಳ ಪ್ರತಿನಿಧಿಗಳು ಭಾಗವಹಿಸಿದ್ದರು. xyxy=(772,1277,930,1385)
headline[interactable]: ವಿಧಾನಸೌಧಕ್ಕೆ ಮುತ್ತಿಗೆ: ಸುರೇಶ್ ಗೌಡ xyxy=(320,983,532,1003)
article-body-cont xyxy=(772,1050,930,1240)
headline[interactable]: ಪರಿಶಿಷ್ಟರ ಹಣವನ್ನ ಪರಿಶಿಷ್ಟರ ಅಭಿವೃದ್ಧಿಗೆ ಮಾತ್ರ ಬಳಸಿ : ದಸಂಸ xyxy=(335,594,627,610)
seminar-dais-photo xyxy=(212,1294,428,1414)
body-text: ಮಹದೇವಪುರ ಕ್ಷೇತ್ರದ ವೈಟ್‌ಫೀಲ್ಡ್‌ನಲ್ಲಿನ ಮೆಡಿಕವರ್ ಆಸ್ಪತ್ರೆಯಲ್ಲಿ ಸಂಜೆ ಹೊರರೋಗಿ ವಿಭಾಗ ಸೇವೆಗೆ ಹಿರಿಯ ನಟ ಅನಂತ್ ನಾಗ್ ಚಾಲನೆ ನೀಡಿದರು. ಮೆಡಿಕವರ್ ಆಸ್ಪತ್ರೆಯು ಈಗ ಸೋಮವಾರದಿಂದ ಶನಿವಾರದವರೆಗೆ ಪ್ರತಿದಿನ ಸಂಜೆ 5 ರಿಂದ 8 ಗಂಟೆಯವರೆಗೆ ವಿವಿಧ ವಿಭಾಗಗಳ ತಜ್ಞ ವೈದ್ಯರಿಂದ ಒಪಿಡಿ ಸೇವೆ ಒದಗಿಸುತ್ತದೆ. ಕೆಲಸ ಮುಗಿಸಿ ಬರುವ ಉದ್ಯೋಗಸ್ಥರು, ವಿದ್ಯಾರ್ಥಿಗಳು ಮತ್ತು ಹಿರಿಯ ನಾಗರಿಕರಿಗೆ ಇದರಿಂದ ಅನುಕೂಲವಾಗಲಿದೆ. ಕಾರ್ಯಕ್ರಮದಲ್ಲಿ ಮೆಡಿಕವರ್ ಆಸ್ಪತ್ರೆಯ ಕರ್ನಾಟಕ ಮತ್ತು ಮಹಾರಾಷ್ಟ್ರ ಕ್ಲಸ್ಟರ್ ನಿರ್ದೇಶಕರು, ವೈದ್ಯಕೀಯ ಅಧೀಕ್ಷಕರು ಹಾಗೂ ವೈದ್ಯರು ಉಪಸ್ಥಿತರಿದ್ದರು. ಡಾ. ಅನಂತ್ ನಾಗ್ ಅವರು ಮೆಡಿಕವರ್ ಆಸ್ಪತ್ರೆಯ ಸೇವೆಯನ್ನು ಶ್ಲಾಘಿಸಿ, ಆರೋಗ್ಯ ಸೇವೆ ಎಲ್ಲರಿಗೂ ಸುಲಭವಾಗಿ ಸಿಗಬೇಕು ಎಂದು ಹೇಳಿದರು. xyxy=(22,1019,244,1097)
column-rule xyxy=(600,1250,601,1520)
panchayat-group-photo xyxy=(714,484,930,576)
inauguration-photo xyxy=(432,152,754,358)
byline: ●ಸುದ್ದಿಮೂಲ ವಾರ್ತೆ, ದೇವನಹಳ್ಳಿ, ಆ.07: xyxy=(22,677,131,685)
byline: ●ಸುದ್ದಿಮೂಲ ವಾರ್ತೆ, ಮೈಸೂರು, ಆ.07: xyxy=(258,153,362,161)
masthead-rule xyxy=(18,82,928,84)
headline[interactable]: ತುಮಕೂರಿನಲ್ಲಿ ವರಮಹಾಲಕ್ಷ್ಮಿ ಹಬ್ಬಕ್ಕೆ ಖರೀದಿ ಜೋರು xyxy=(332,443,630,463)
article-body-cont xyxy=(432,362,754,436)
column-rule xyxy=(600,968,601,1240)
body-text: ಕಾಂಗ್ರೆಸ್ ಹಾಗೂ ಜೆಡಿಎಸ್ ಪಕ್ಷಗಳ ಪೂರ್ಣ ಬೆಂಬಲದೊಂದಿಗೆ ಬಿಜವಾರ ಗ್ರಾಮ ಪಂಚಾಯಿತಿ ಅಧ್ಯಕ್ಷರಾಗಿ ಹೊಸಳ್ಳಿ ಮುನೇಗೌಡ ಅವರು ಅವಿರೋಧವಾಗಿ ಆಯ್ಕೆಯಾಗಿದ್ದಾರೆ. ಪಂಚಾಯಿತಿ ಉಪಾಧ್ಯಕ್ಷರ ಸ್ಥಾನಕ್ಕೆ ಯಾರೂ ನಾಮಪತ್ರ ಸಲ್ಲಿಸದ ಕಾರಣ ಅವಿರೋಧ ಆಯ್ಕೆ ಘೋಷಿಸಲಾಯಿತು. ಈ ಸಂದರ್ಭದಲ್ಲಿ ಪಂಚಾಯಿತಿ ಅಭಿವೃದ್ಧಿ ಅಧಿಕಾರಿ ಹಾಗೂ ಚುನಾವಣಾಧಿಕಾರಿಗಳು ಉಪಸ್ಥಿತರಿದ್ದರು. ನೂತನ ಅಧ್ಯಕ್ಷರಾಗಿ ಆಯ್ಕೆಯಾದ ಮುನೇಗೌಡ ಮಾತನಾಡಿ ಪಂಚಾಯಿತಿ ವ್ಯಾಪ್ತಿಯ ಎಲ್ಲಾ ಸದಸ್ಯರ ವಿಶ್ವಾಸ ಪಡೆದು ಗ್ರಾಮಗಳ ಸಮಗ್ರ ಅಭಿವೃದ್ಧಿಗೆ ಶ್ರಮಿಸುವುದಾಗಿ ತಿಳಿಸಿದರು. ಕುಡಿಯುವ ನೀರು, ರಸ್ತೆ, ಚರಂಡಿ ಹಾಗೂ ಬೀದಿ ದೀಪಗಳ ವ್ಯವಸ್ಥೆಗೆ ಆದ್ಯತೆ ನೀಡುವುದಾಗಿ ಹೇಳಿದರು. ಕಾಂಗ್ರೆಸ್ ಹಾಗೂ ಜೆಡಿಎಸ್ ಮುಖಂಡರು, ಪಂಚಾಯಿತಿ ಸದಸ್ಯರು, ಗ್ರಾಮಸ್ಥರು ನೂತನ ಅಧ್ಯಕ್ಷರನ್ನು ಅಭಿನಂದಿಸಿದರು. xyxy=(714,581,930,669)
photo-illustration xyxy=(444,622,704,750)
article-lawyers-protest xyxy=(606,976,930,1240)
airport-welcome-photo xyxy=(22,550,244,672)
school-children-photo xyxy=(22,142,244,332)
body-text: ಸಕ್ರಮೀಕರಣ ಸಮಿತಿಯ ಸಭೆ ನಡೆಸದೆ ಏಕಪಕ್ಷೀಯವಾಗಿ ಬಗರ್ ಹುಕುಂ ಅರ್ಜಿಗಳನ್ನು ವಜಾ ಮಾಡಲಾಗುತ್ತಿದೆ ಎಂದು ಆರೋಪಿಸಿರುವ ಶಾಸಕ ಬಿ.ಸುರೇಶ್ ಗೌಡ ತಹಶೀಲ್ದಾರ್ ಕಚೇರಿಯಲ್ಲಿ ಅಧಿಕಾರಿಗಳ ಸಭೆ ನಡೆಸಿದರು. ತುಮಕೂರು ತಾಲೂಕಿನಲ್ಲಿ ಫಾರಂ 57ರಲ್ಲಿ 6000 ಅರ್ಜಿಗಳು ಬಂದಿದ್ದು ಕೇವಲ 27 ಅರ್ಜಿಗಳನ್ನು ಮಾತ್ರ ಸಾಗುವಳಿ ಚೀಟಿ ನೀಡಲು ಅರ್ಹ ಫಲಾನುಭವಿಗಳೆಂದು ಗುರುತಿಸಲಾಗಿದೆ. ಉಳಿದ ಅರ್ಜಿಗಳನ್ನು ತಿರಸ್ಕರಿಸಿರುವುದು ರೈತರಿಗೆ ಮಾಡಿದ ಅನ್ಯಾಯ. ತಕ್ಷಣ ಸಮಿತಿ ಸಭೆ ಕರೆದು ಅರ್ಜಿಗಳನ್ನು ಮರುಪರಿಶೀಲಿಸದಿದ್ದರೆ ರೈತರೊಂದಿಗೆ ವಿಧಾನಸೌಧಕ್ಕೆ ಮುತ್ತಿಗೆ ಹಾಕಲಾಗುವುದು ಎಂದು ಎಚ್ಚರಿಸಿದರು. xyxy=(462,1021,594,1129)
headline[interactable]: ಮೆಡಿಕವರ್ ಆಸ್ಪತ್ರೆಯಲ್ಲಿ ಸಂಜೆ ಒಪಿಡಿ ಸೇವೆಗೆ ನಟ ಅನಂತ್ ನಾಗ್ ಚಾಲನೆ xyxy=(29,897,237,927)
body-text: ಸಕ್ರಮೀಕರಣ ಸಮಿತಿಯ ಸಭೆ ನಡೆಸದೆ ಏಕಪಕ್ಷೀಯವಾಗಿ ಬಗರ್ ಹುಕುಂ ಅರ್ಜಿಗಳನ್ನು ವಜಾ ಮಾಡಲಾಗುತ್ತಿದೆ ಎಂದು ಆರೋಪಿಸಿರುವ ಶಾಸಕ ಬಿ.ಸುರೇಶ್ ಗೌಡ ತಹಶೀಲ್ದಾರ್ ಕಚೇರಿಯಲ್ಲಿ ಅಧಿಕಾರಿಗಳ ಸಭೆ ನಡೆಸಿದರು. ತುಮಕೂರು ತಾಲೂಕಿನಲ್ಲಿ ಫಾರಂ 57ರಲ್ಲಿ 6000 ಅರ್ಜಿಗಳು ಬಂದಿದ್ದು ಕೇವಲ 27 ಅರ್ಜಿಗಳನ್ನು ಮಾತ್ರ ಸಾಗುವಳಿ ಚೀಟಿ ನೀಡಲು ಅರ್ಹ ಫಲಾನುಭವಿಗಳೆಂದು ಗುರುತಿಸಲಾಗಿದೆ. ಉಳಿದ ಅರ್ಜಿಗಳನ್ನು ತಿರಸ್ಕರಿಸಿರುವುದು ರೈತರಿಗೆ ಮಾಡಿದ ಅನ್ಯಾಯ. ತಕ್ಷಣ ಸಮಿತಿ ಸಭೆ ಕರೆದು ಅರ್ಜಿಗಳನ್ನು ಮರುಪರಿಶೀಲಿಸದಿದ್ದರೆ ರೈತರೊಂದಿಗೆ ವಿಧಾನಸೌಧಕ್ಕೆ ಮುತ್ತಿಗೆ ಹಾಕಲಾಗುವುದು ಎಂದು ಎಚ್ಚರಿಸಿದರು. xyxy=(262,1113,456,1191)
weekday: ಶುಕ್ರವಾರ xyxy=(871,43,900,54)
byline: ●ಸುದ್ದಿಮೂಲ ವಾರ್ತೆ, ತುಮಕೂರು, ಆ.07: xyxy=(262,575,369,583)
body-text: ಪ್ರತಿ ವರ್ಷದಂತೆ ಈ ವರ್ಷವೂ ಸ್ವಾತಂತ್ರ್ಯ ದಿನಾಚರಣೆಯನ್ನು ಅದ್ದೂರಿಯಾಗಿ ಆಚರಿಸಲು ತಾಲೂಕು ಆಡಳಿತ ತೀರ್ಮಾನಿಸಿದೆ ಎಂದು ತಹಶೀಲ್ದಾರ್ ತಿಳಿಸಿದರು. ತಾಲೂಕು ಕಚೇರಿಯಲ್ಲಿ ನಡೆದ ಪೂರ್ವಭಾವಿ ಸಭೆಯಲ್ಲಿ ಮಾತನಾಡಿದ ಅವರು, ಆಗಸ್ಟ್ 15ರಂದು ಬೆಳಿಗ್ಗೆ ನಗರದ ಕ್ರೀಡಾಂಗಣದಲ್ಲಿ ಧ್ವಜಾರೋಹಣ ನೆರವೇರಲಿದೆ. ವಿವಿಧ ಶಾಲೆಗಳ ವಿದ್ಯಾರ್ಥಿಗಳಿಂದ ಪಥಸಂಚಲನ ಹಾಗೂ ಸಾಂಸ್ಕೃತಿಕ ಕಾರ್ಯಕ್ರಮಗಳು ನಡೆಯಲಿವೆ. ಎಲ್ಲಾ ಇಲಾಖೆಯ ಅಧಿಕಾರಿಗಳು ಕಡ್ಡಾಯವಾಗಿ ಭಾಗವಹಿಸಬೇಕು. ಹರ್ ಘರ್ ತಿರಂಗಾ ಅಭಿಯಾನದ ಅಂಗವಾಗಿ ಪ್ರತಿ ಮನೆಯ ಮೇಲೂ ರಾಷ್ಟ್ರಧ್ವಜ ಹಾರಿಸುವಂತೆ ಜಾಗೃತಿ ಮೂಡಿಸಬೇಕು ಎಂದು ಸೂಚಿಸಿದರು. ಸಭೆಯಲ್ಲಿ ತಾಲೂಕು ಮಟ್ಟದ ಅಧಿಕಾರಿಗಳು, ಸಂಘ ಸಂಸ್ಥೆಗಳ ಪ್ರತಿನಿಧಿಗಳು ಭಾಗವಹಿಸಿದ್ದರು. xyxy=(606,1277,766,1395)
article-body-cont xyxy=(762,152,930,436)
newspaper-logo[interactable]: ಸುದ್ದಿಮೂಲ xyxy=(18,40,126,71)
article-body-cont xyxy=(772,1276,930,1520)
website-links xyxy=(192,44,322,72)
